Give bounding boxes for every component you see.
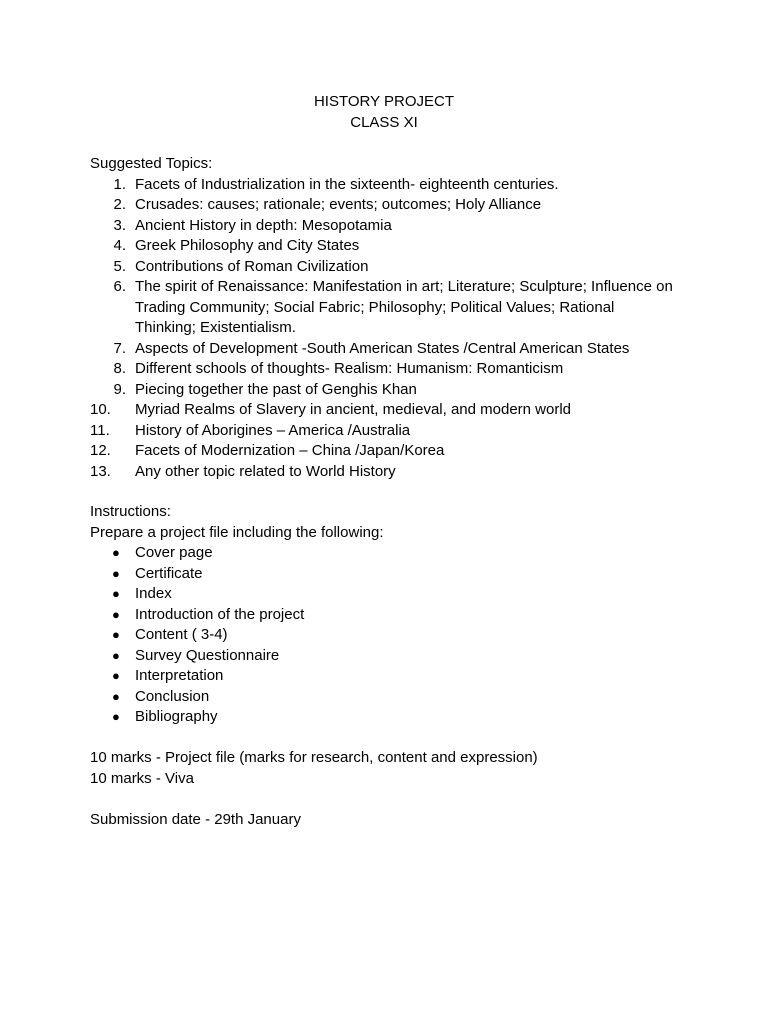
bullet-icon: ●: [112, 565, 120, 581]
bullet-icon: ●: [112, 709, 120, 724]
topic-number: 8.: [113, 360, 126, 377]
instruction-text: Introduction of the project: [135, 605, 305, 623]
topic-number: 2.: [113, 196, 126, 213]
instruction-item: [90, 543, 710, 564]
bullet-icon: ●: [112, 606, 120, 622]
topic-item: [90, 175, 710, 196]
marks-section: [90, 748, 710, 789]
topic-text: Any other topic related to World History: [135, 462, 396, 480]
topic-item: [90, 257, 710, 278]
instruction-text: Index: [135, 585, 172, 602]
topic-number: 7.: [113, 339, 126, 357]
topics-list: [90, 175, 710, 483]
topic-item: [90, 421, 710, 442]
topic-text: Greek Philosophy and City States: [135, 237, 360, 254]
instruction-item: [90, 707, 710, 728]
topics-section: [90, 154, 710, 482]
instructions-section: [90, 502, 710, 728]
topic-number: 6.: [113, 278, 126, 295]
topic-text: Facets of Modernization – China /Japan/Korea: [135, 442, 445, 459]
instruction-item: [90, 564, 710, 585]
topic-number: 12.: [90, 442, 111, 459]
topic-text: Different schools of thoughts- Realism: Humanism: Romanticism: [135, 360, 564, 377]
instruction-text: Cover page: [135, 544, 213, 561]
instruction-text: Bibliography: [135, 708, 218, 725]
topic-item: [90, 441, 710, 462]
bullet-icon: ●: [112, 586, 120, 601]
topic-text: Crusades: causes; rationale; events; outcomes; Holy Alliance: [135, 196, 542, 213]
submission-section: [90, 810, 710, 831]
bullet-icon: ●: [112, 668, 120, 683]
topic-item: [90, 195, 710, 216]
topic-item: [90, 359, 710, 380]
topic-number: 4.: [113, 237, 126, 254]
instruction-item: [90, 625, 710, 646]
topics-heading: Suggested Topics:: [90, 155, 213, 172]
instruction-item: [90, 687, 710, 708]
marks-line-viva: 10 marks - Viva: [90, 769, 194, 787]
topic-number: 1.: [113, 175, 126, 193]
submission-date: Submission date - 29th January: [90, 811, 301, 828]
instructions-list: [90, 543, 710, 728]
instruction-text: Survey Questionnaire: [135, 646, 280, 664]
instruction-text: Content ( 3-4): [135, 626, 228, 643]
instruction-text: Certificate: [135, 564, 203, 582]
topic-number: 5.: [113, 257, 126, 275]
topic-text: Aspects of Development -South American States /Central American States: [135, 339, 630, 357]
document-header: [0, 92, 768, 133]
instructions-heading: Instructions:: [90, 503, 171, 520]
topic-text-line: Trading Community; Social Fabric; Philosophy; Political Values; Rational: [135, 298, 615, 316]
topic-number: 3.: [113, 216, 126, 234]
topic-text: Myriad Realms of Slavery in ancient, medieval, and modern world: [135, 401, 572, 418]
topic-item: [90, 339, 710, 360]
topic-text-line: The spirit of Renaissance: Manifestation in art; Literature; Sculpture; Influence on: [135, 278, 673, 295]
bullet-icon: ●: [112, 627, 120, 642]
instruction-item: [90, 605, 710, 626]
document-subtitle: CLASS XI: [350, 113, 418, 131]
topic-text: History of Aborigines – America /Australia: [135, 421, 411, 439]
document-title: HISTORY PROJECT: [313, 93, 455, 110]
topic-number: 13.: [90, 462, 111, 480]
bullet-icon: ●: [112, 647, 120, 663]
instructions-intro: Prepare a project file including the following:: [90, 523, 384, 541]
instruction-text: Conclusion: [135, 687, 210, 705]
topic-number: 11.: [90, 421, 110, 439]
bullet-icon: ●: [112, 688, 120, 704]
instruction-item: [90, 666, 710, 687]
topic-text: Contributions of Roman Civilization: [135, 257, 369, 275]
bullet-icon: ●: [112, 545, 120, 560]
instruction-item: [90, 584, 710, 605]
topic-item: [90, 216, 710, 237]
marks-line-project-file: 10 marks - Project file (marks for research, content and expression): [90, 749, 538, 766]
instruction-item: [90, 646, 710, 667]
topic-text: Facets of Industrialization in the sixteenth- eighteenth centuries.: [135, 175, 559, 193]
topic-number: 10.: [90, 401, 111, 418]
topic-text-line: Thinking; Existentialism.: [135, 319, 296, 336]
topic-item: [90, 277, 710, 339]
topic-item: [90, 380, 710, 401]
instruction-text: Interpretation: [135, 667, 224, 684]
topic-item: [90, 236, 710, 257]
topic-item: [90, 462, 710, 483]
topic-text: Ancient History in depth: Mesopotamia: [135, 216, 392, 234]
topic-item: [90, 400, 710, 421]
topic-number: 9.: [113, 380, 126, 398]
topic-text: Piecing together the past of Genghis Khan: [135, 380, 417, 398]
